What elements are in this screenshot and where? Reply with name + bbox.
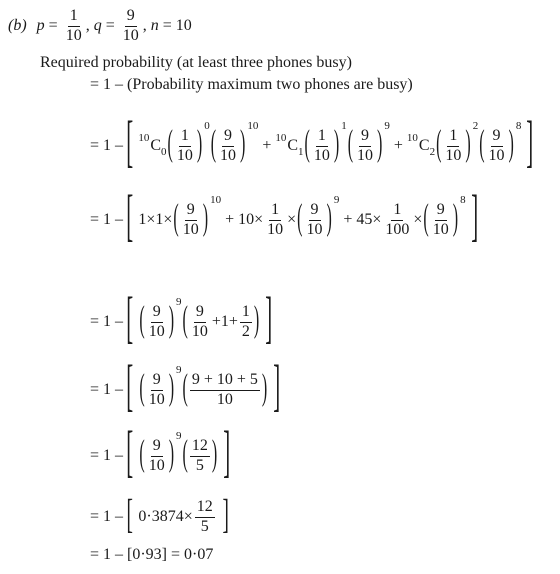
q-symbol: q bbox=[93, 17, 102, 34]
q-value: $\frac{9}{10}$ bbox=[122, 6, 139, 44]
required-probability: Required probability (at least three phones busy) bbox=[40, 54, 352, 71]
final-answer: = 1 – [0·93] = 0·07 bbox=[90, 546, 214, 563]
step-2: = 1 – [ 1 × 1 × ( $\frac{9}{10}$ ) 10 + 10 × $\frac{1}{10}$ × ( $\frac{9}{10}$ ) 9 + 45 × $\frac{1}{100}$ × ( $\frac{9}{10}$ ) 8 ] bbox=[90, 187, 478, 249]
p-value: $\frac{1}{10}$ bbox=[65, 6, 82, 44]
step-6: = 1 – [ 0·3874 × $\frac{12}{5}$ ] bbox=[90, 493, 229, 538]
part-label: (b) bbox=[8, 17, 27, 34]
step-5: = 1 – [ ( $\frac{9}{10}$ ) 9 ( $\frac{12}{5}$ ) ] bbox=[90, 423, 231, 485]
given-values: (b) p = $\frac{1}{10}$ , q = $\frac{9}{10}$ , n = 10 bbox=[8, 6, 192, 44]
step-4: = 1 – [ ( $\frac{9}{10}$ ) 9 ( $\frac{9 + 10 + 5}{10}$ ) ] bbox=[90, 357, 281, 419]
n-symbol: n bbox=[150, 17, 159, 34]
step-0: = 1 – (Probability maximum two phones are busy) bbox=[90, 76, 413, 93]
step-1: = 1 – [ 10 C 0 ( $\frac{1}{10}$ ) 0 ( $\frac{9}{10}$ ) 10 + 10 C 1 ( $\frac{1}{10}$ ) 1 ( $\frac{9}{10}$ ) 9 + 10 C 2 ( $\frac{1}{10}$ ) 2 ( $\frac{9}{10}$ ) 8 ] bbox=[90, 113, 534, 175]
n-value: 10 bbox=[175, 17, 192, 34]
step-3: = 1 – [ ( $\frac{9}{10}$ ) 9 ( $\frac{9}{10}$ + 1 + $\frac{1}{2}$ ) ] bbox=[90, 289, 273, 351]
p-symbol: p bbox=[36, 17, 45, 34]
